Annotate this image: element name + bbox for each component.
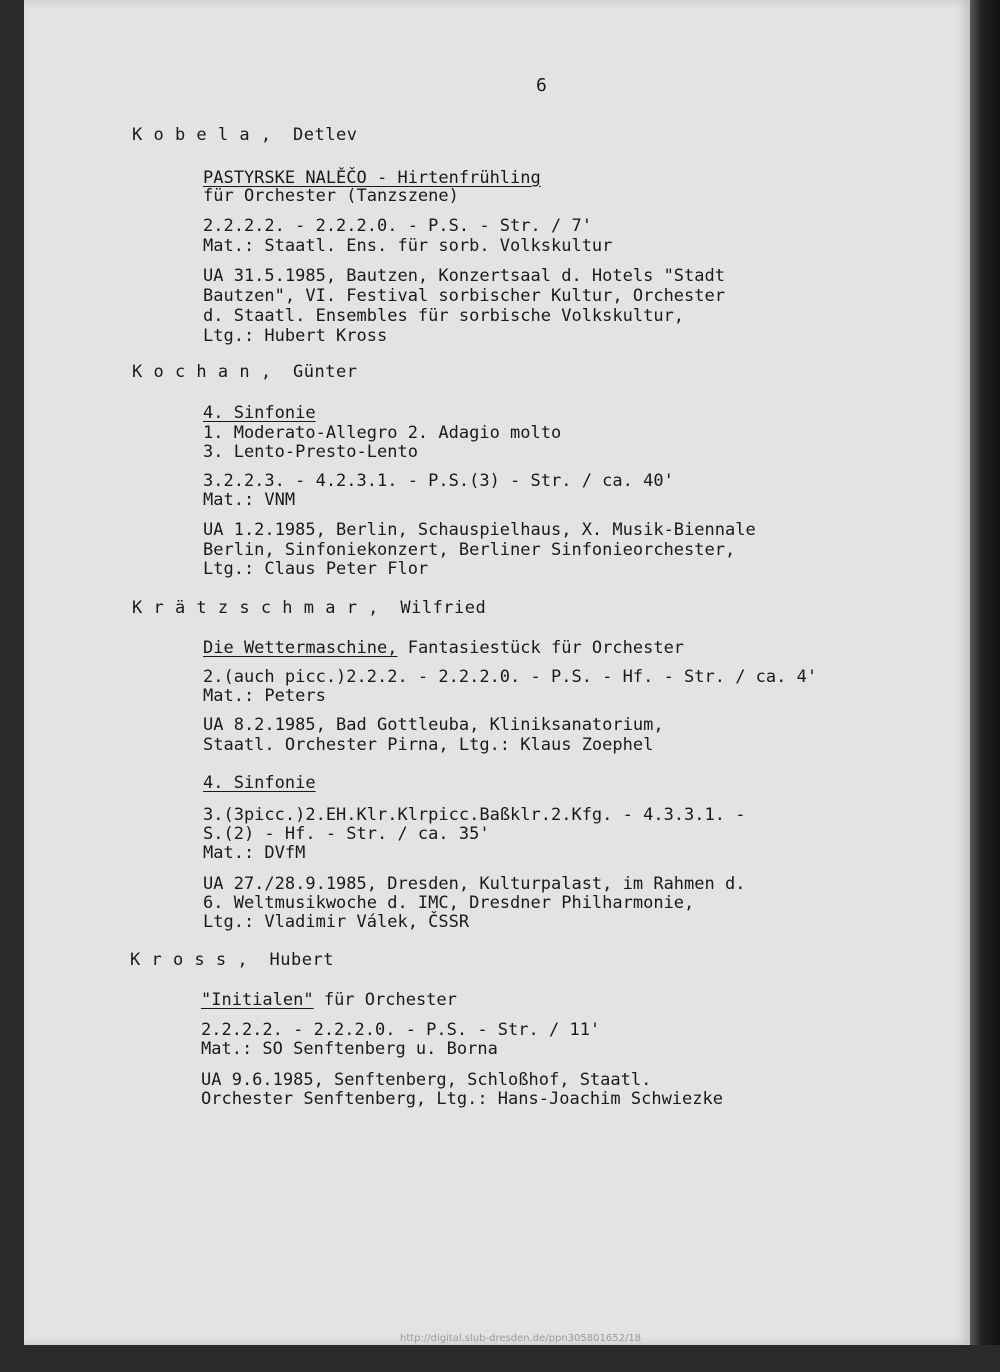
source-url: http://digital.slub-dresden.de/ppn305801652/18 (400, 1333, 642, 1344)
premiere-line: UA 31.5.1985, Bautzen, Konzertsaal d. Hotels "Stadt (203, 266, 725, 286)
work-title: PASTYRSKE NALĚČO - Hirtenfrühling (203, 168, 541, 188)
premiere-line: UA 9.6.1985, Senftenberg, Schloßhof, Staatl. (201, 1070, 652, 1090)
composer-heading: K r ä t z s c h m a r , Wilfried (132, 598, 487, 618)
movement-line: 3. Lento-Presto-Lento (203, 442, 418, 462)
premiere-line: UA 1.2.1985, Berlin, Schauspielhaus, X. Musik-Biennale (203, 520, 756, 540)
composer-heading: K r o s s , Hubert (130, 950, 334, 970)
work-title-line (203, 638, 684, 658)
material-line: Mat.: SO Senftenberg u. Borna (201, 1039, 498, 1059)
instrumentation-line: 3.2.2.3. - 4.2.3.1. - P.S.(3) - Str. / ca. 40' (203, 471, 674, 491)
movement-line: 1. Moderato-Allegro 2. Adagio molto (203, 423, 562, 443)
composer-heading: K o c h a n , Günter (132, 362, 358, 382)
instrumentation-line: 3.(3picc.)2.EH.Klr.Klrpicc.Baßklr.2.Kfg. - 4.3.3.1. - (203, 805, 746, 825)
premiere-line: 6. Weltmusikwoche d. IMC, Dresdner Philharmonie, (203, 893, 695, 913)
composer-heading: K o b e l a , Detlev (132, 125, 358, 145)
premiere-line: UA 27./28.9.1985, Dresden, Kulturpalast, im Rahmen d. (203, 874, 746, 894)
work-title: "Initialen" (201, 990, 314, 1010)
material-line: Mat.: VNM (203, 490, 296, 510)
premiere-line: d. Staatl. Ensembles für sorbische Volkskultur, (203, 306, 685, 326)
instrumentation-line: 2.2.2.2. - 2.2.2.0. - P.S. - Str. / 11' (201, 1020, 601, 1040)
premiere-line: Ltg.: Hubert Kross (203, 326, 388, 346)
work-title-line (201, 990, 457, 1010)
work-subtitle: Fantasiestück für Orchester (397, 638, 685, 658)
premiere-line: Ltg.: Vladimir Válek, ČSSR (203, 912, 470, 932)
premiere-line: Orchester Senftenberg, Ltg.: Hans-Joachim Schwiezke (201, 1089, 723, 1109)
work-subtitle: für Orchester (313, 990, 457, 1010)
premiere-line: Bautzen", VI. Festival sorbischer Kultur, Orchester (203, 286, 725, 306)
premiere-line: Ltg.: Claus Peter Flor (203, 559, 429, 579)
instrumentation-line: 2.2.2.2. - 2.2.2.0. - P.S. - Str. / 7' (203, 216, 592, 236)
work-title: Die Wettermaschine, (203, 638, 398, 658)
work-subtitle: für Orchester (Tanzszene) (203, 186, 459, 206)
material-line: Mat.: Staatl. Ens. für sorb. Volkskultur (203, 236, 613, 256)
page-number: 6 (536, 75, 547, 96)
premiere-line: UA 8.2.1985, Bad Gottleuba, Kliniksanatorium, (203, 715, 664, 735)
instrumentation-line: 2.(auch picc.)2.2.2. - 2.2.2.0. - P.S. - Hf. - Str. / ca. 4' (203, 667, 818, 687)
work-title: 4. Sinfonie (203, 773, 316, 793)
material-line: Mat.: DVfM (203, 843, 306, 863)
premiere-line: Staatl. Orchester Pirna, Ltg.: Klaus Zoephel (203, 735, 654, 755)
premiere-line: Berlin, Sinfoniekonzert, Berliner Sinfonieorchester, (203, 540, 736, 560)
instrumentation-line: S.(2) - Hf. - Str. / ca. 35' (203, 824, 490, 844)
material-line: Mat.: Peters (203, 686, 326, 706)
work-title: 4. Sinfonie (203, 403, 316, 423)
